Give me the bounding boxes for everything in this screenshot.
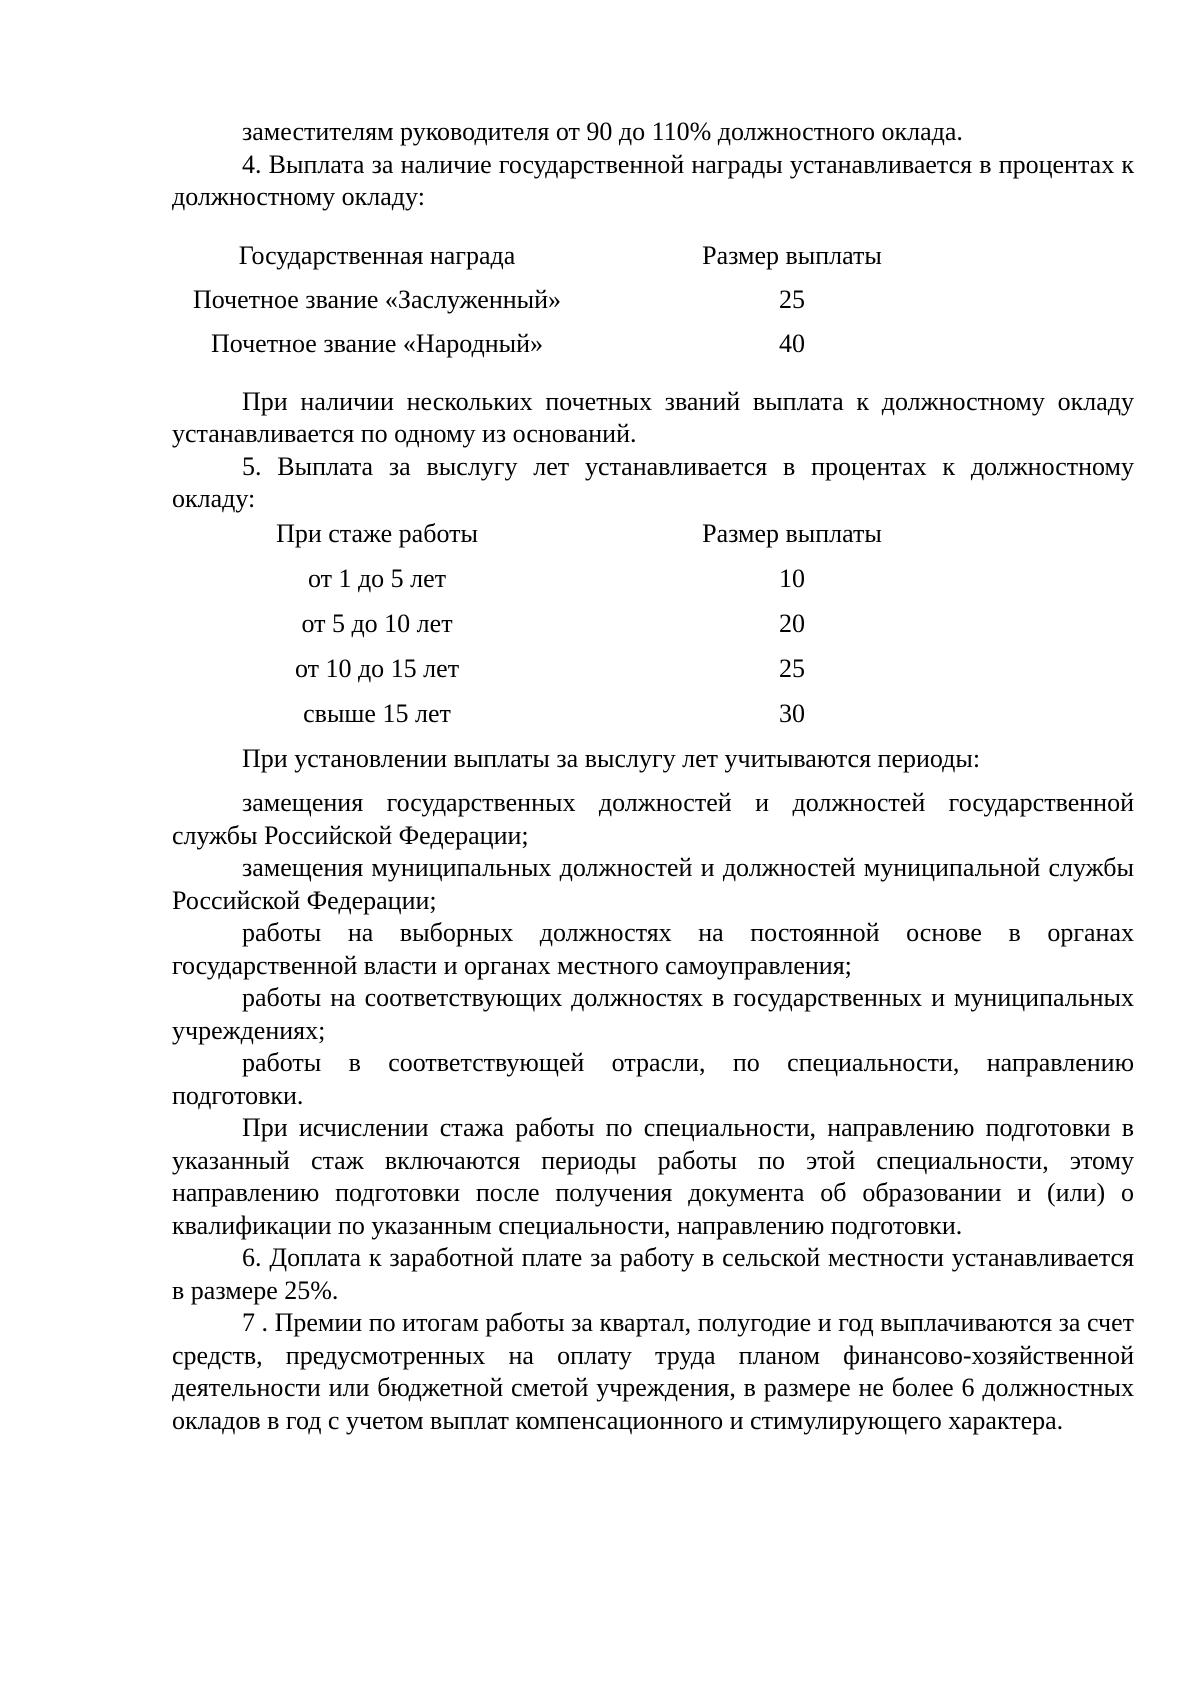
- period-item-2: замещения муниципальных должностей и должностей муниципальной службы Российской Федерации;: [172, 853, 1134, 915]
- award-cell-amount: 40: [779, 328, 805, 358]
- award-cell-name: Почетное звание «Заслуженный»: [192, 284, 562, 314]
- seniority-table: [172, 518, 1002, 743]
- seniority-header-experience: При стаже работы: [276, 518, 478, 548]
- seniority-cell-experience: от 5 до 10 лет: [301, 608, 453, 638]
- award-cell-name: Почетное звание «Народный»: [210, 328, 544, 358]
- award-cell-amount: 25: [779, 284, 805, 314]
- period-item-3: работы на выборных должностях на постоянной основе в органах государственной власти и органах местного самоуправления;: [172, 918, 1134, 980]
- table-row: [172, 284, 1002, 328]
- seniority-table-header: [172, 518, 1002, 563]
- paragraph-7: 7 . Премии по итогам работы за квартал, полугодие и год выплачиваются за счет средств, предусмотренных на оплату труда планом финансово-хозяйственной деятельности или бюджетной сметой учреждения, в размере не более 6 должностных окладов в год с учетом выплат компенсационного и стимулирующего характера.: [172, 1308, 1134, 1435]
- seniority-cell-amount: 30: [779, 698, 805, 728]
- seniority-cell-experience: от 10 до 15 лет: [294, 653, 460, 683]
- table-row: [172, 328, 1002, 372]
- paragraph-periods-intro: При установлении выплаты за выслугу лет учитываются периоды:: [242, 743, 981, 773]
- period-item-5: работы в соответствующей отрасли, по специальности, направлению подготовки.: [172, 1048, 1134, 1110]
- award-table: [172, 240, 1002, 372]
- paragraph-5: 5. Выплата за выслугу лет устанавливается в процентах к должностному окладу:: [172, 451, 1134, 513]
- award-table-header: [172, 240, 1002, 284]
- award-header-award: Государственная награда: [238, 240, 516, 270]
- period-item-1: замещения государственных должностей и должностей государственной службы Российской Федерации;: [172, 788, 1134, 850]
- document-page: [172, 116, 1134, 1437]
- table-row: [172, 653, 1002, 698]
- table-row: [172, 563, 1002, 608]
- paragraph-6: 6. Доплата к заработной плате за работу в сельской местности устанавливается в размере 25%.: [172, 1243, 1134, 1305]
- seniority-cell-amount: 25: [779, 653, 805, 683]
- period-item-4: работы на соответствующих должностях в государственных и муниципальных учреждениях;: [172, 983, 1134, 1045]
- paragraph-several-titles: При наличии нескольких почетных званий выплата к должностному окладу устанавливается по одному из оснований.: [172, 386, 1134, 448]
- paragraph-4: 4. Выплата за наличие государственной награды устанавливается в процентах к должностному окладу:: [172, 149, 1134, 211]
- seniority-header-amount: Размер выплаты: [702, 518, 882, 548]
- table-row: [172, 608, 1002, 653]
- seniority-cell-amount: 10: [779, 563, 805, 593]
- paragraph-intro: заместителям руководителя от 90 до 110% должностного оклада.: [242, 117, 963, 146]
- award-header-amount: Размер выплаты: [702, 240, 882, 270]
- seniority-cell-experience: свыше 15 лет: [303, 698, 451, 728]
- table-row: [172, 698, 1002, 743]
- seniority-cell-experience: от 1 до 5 лет: [307, 563, 447, 593]
- seniority-cell-amount: 20: [779, 608, 805, 638]
- paragraph-calculation: При исчислении стажа работы по специальности, направлению подготовки в указанный стаж включаются периоды работы по этой специальности, этому направлению подготовки после получения документа об образовании и (или) о квалификации по указанным специальности, направлению подготовки.: [172, 1113, 1134, 1240]
